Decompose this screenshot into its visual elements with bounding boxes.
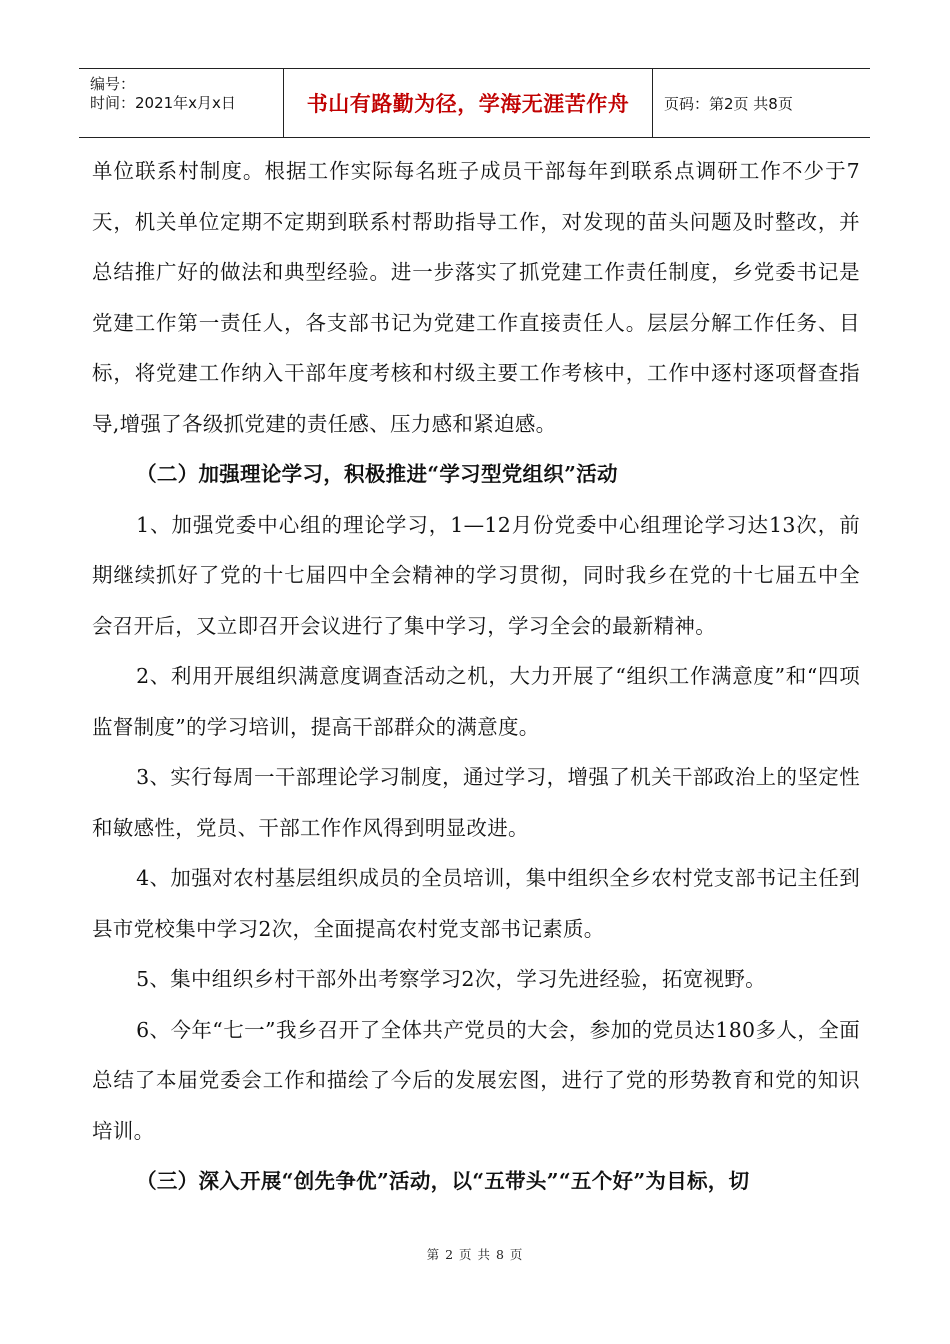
body-paragraph-item-2: 2、利用开展组织满意度调查活动之机，大力开展了“组织工作满意度”和“四项监督制度”的学习培训，提高干部群众的满意度。 [92,664,860,739]
document-time-label: 时间：2021年x月x日 [90,94,236,112]
body-paragraph-item-3: 3、实行每周一干部理论学习制度，通过学习，增强了机关干部政治上的坚定性和敏感性，党员、干部工作作风得到明显改进。 [92,765,860,840]
page-header [79,68,870,138]
document-number-label: 编号： [90,75,136,93]
body-paragraph-item-1: 1、加强党委中心组的理论学习，1—12月份党委中心组理论学习达13次，前期继续抓好了党的十七届四中全会精神的学习贯彻，同时我乡在党的十七届五中全会召开后，又立即召开会议进行了集中学习，学习全会的最新精神。 [92,512,860,638]
section-heading-2: （二）加强理论学习，积极推进“学习型党组织”活动 [136,462,618,486]
document-body [92,146,860,1207]
body-paragraph-item-5: 5、集中组织乡村干部外出考察学习2次，学习先进经验，拓宽视野。 [136,967,766,991]
header-motto: 书山有路勤为径，学海无涯苦作舟 [306,92,630,116]
body-paragraph-item-4: 4、加强对农村基层组织成员的全员培训，集中组织全乡农村党支部书记主任到县市党校集中学习2次，全面提高农村党支部书记素质。 [92,866,860,941]
header-page-cell [653,69,881,137]
header-meta-cell [79,69,284,137]
header-page-label: 页码：第2页 共8页 [664,94,793,113]
header-motto-cell [284,69,653,137]
page-footer: 第 2 页 共 8 页 [426,1247,524,1262]
body-paragraph-item-6: 6、今年“七一”我乡召开了全体共产党员的大会，参加的党员达180多人，全面总结了本届党委会工作和描绘了今后的发展宏图，进行了党的形势教育和党的知识培训。 [92,1017,860,1143]
section-heading-3: （三）深入开展“创先争优”活动，以“五带头”“五个好”为目标，切 [136,1169,750,1193]
body-paragraph-continuation: 单位联系村制度。根据工作实际每名班子成员干部每年到联系点调研工作不少于7天，机关单位定期不定期到联系村帮助指导工作，对发现的苗头问题及时整改，并总结推广好的做法和典型经验。进一步落实了抓党建工作责任制度，乡党委书记是党建工作第一责任人，各支部书记为党建工作直接责任人。层层分解工作任务、目标，将党建工作纳入干部年度考核和村级主要工作考核中，工作中逐村逐项督查指导,增强了各级抓党建的责任感、压力感和紧迫感。 [92,159,860,436]
